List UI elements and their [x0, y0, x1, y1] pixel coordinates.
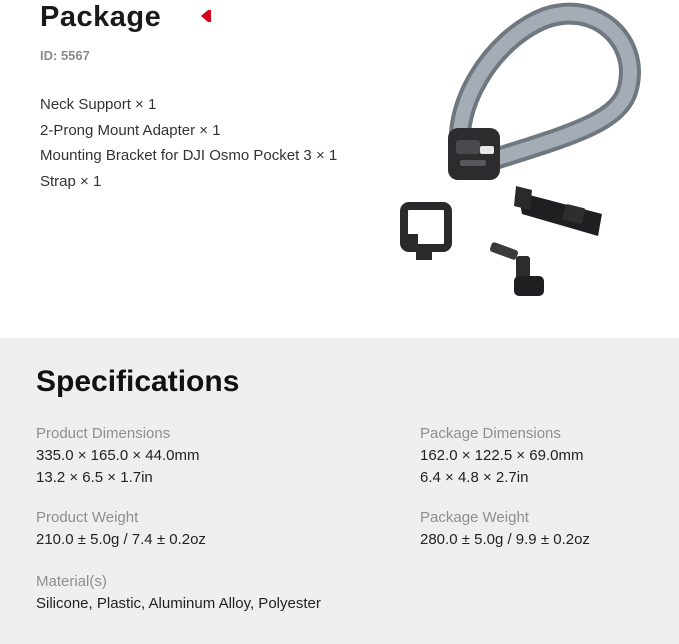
product-weight — [36, 507, 206, 551]
spec-value: 6.4 × 4.8 × 2.7in — [420, 469, 529, 486]
package-contents-list — [40, 92, 337, 194]
spec-value: 210.0 ± 5.0g / 7.4 ± 0.2oz — [36, 531, 206, 548]
spec-value: 280.0 ± 5.0g / 9.9 ± 0.2oz — [420, 531, 590, 548]
spec-label: Product Dimensions — [36, 425, 171, 442]
spec-value: 335.0 × 165.0 × 44.0mm — [36, 447, 200, 464]
materials — [36, 571, 321, 615]
list-item: Mounting Bracket for DJI Osmo Pocket 3 × 1 — [40, 147, 338, 164]
list-item: Strap × 1 — [40, 172, 102, 190]
spec-value: Silicone, Plastic, Aluminum Alloy, Polyester — [36, 595, 321, 612]
spec-label: Package Dimensions — [420, 425, 561, 442]
package-id: ID: 5567 — [40, 48, 90, 63]
spec-label: Package Weight — [420, 509, 529, 526]
neck-clamp — [448, 128, 500, 180]
two-prong-adapter — [489, 242, 544, 296]
spec-value: 162.0 × 122.5 × 69.0mm — [420, 447, 584, 464]
strap — [514, 186, 602, 236]
spec-label: Product Weight — [36, 509, 139, 526]
product-image — [380, 0, 660, 310]
brand-accent-icon — [201, 10, 208, 22]
spec-label: Material(s) — [36, 573, 107, 590]
package-title: Package — [40, 1, 162, 33]
spec-value: 13.2 × 6.5 × 1.7in — [36, 469, 153, 486]
list-item: Neck Support × 1 — [40, 96, 157, 113]
list-item: 2-Prong Mount Adapter × 1 — [40, 121, 221, 139]
specifications-title: Specifications — [36, 365, 240, 398]
package-dimensions — [420, 423, 583, 489]
product-dimensions — [36, 423, 199, 489]
mounting-bracket — [404, 206, 448, 260]
package-weight — [420, 507, 590, 551]
